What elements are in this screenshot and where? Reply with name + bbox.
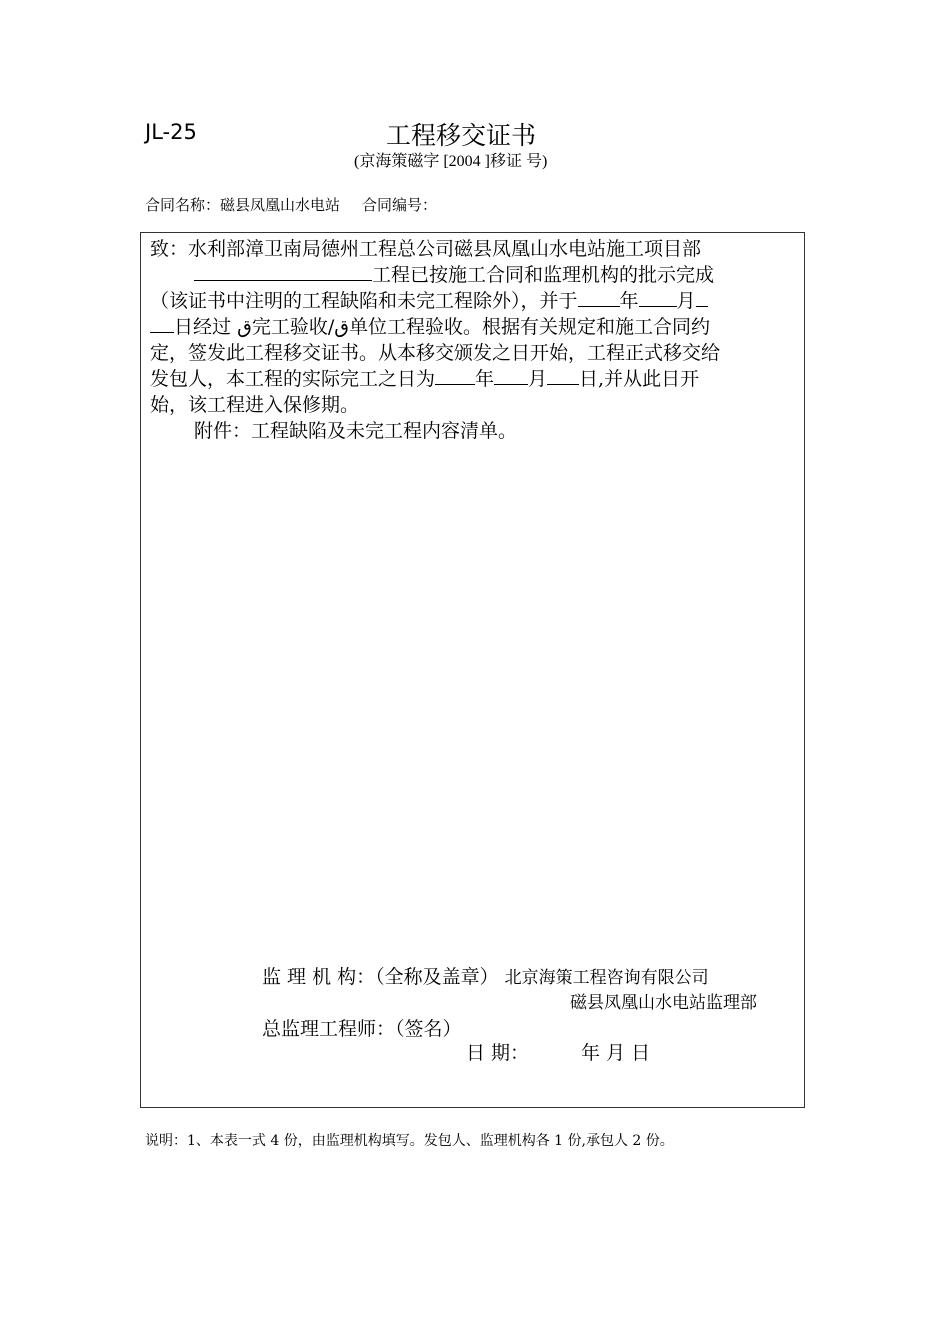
supervisor-org-name: 北京海策工程咨询有限公司 xyxy=(504,968,709,988)
month-blank-2[interactable] xyxy=(494,366,528,385)
year-blank-1[interactable] xyxy=(578,288,620,307)
day-blank-1a[interactable] xyxy=(696,288,708,307)
month-blank-1[interactable] xyxy=(639,288,677,307)
document-number: (京海策磁字 [2004 ]移证 号) xyxy=(354,153,548,170)
attachment-line: 附件：工程缺陷及未完工程内容清单。 xyxy=(194,420,518,442)
year-blank-2[interactable] xyxy=(435,366,475,385)
contract-info xyxy=(145,194,437,215)
certificate-body xyxy=(150,236,800,444)
supervisor-org-row xyxy=(262,962,709,989)
chief-engineer-signature: 总监理工程师：（签名） xyxy=(262,1018,462,1040)
contract-number-label: 合同编号： xyxy=(362,196,438,214)
day-blank-1b[interactable] xyxy=(150,314,174,333)
body-line-2: 工程已按施工合同和监理机构的批示完成 xyxy=(150,262,800,288)
checkbox-completion-icon[interactable]: ق xyxy=(237,316,252,338)
date-value: 年 月 日 xyxy=(581,1042,651,1064)
page-title: 工程移交证书 xyxy=(386,121,537,150)
body-line-3: （该证书中注明的工程缺陷和未完工程除外），并于 年 月 xyxy=(150,288,800,314)
body-line-6: 发包人，本工程的实际完工之日为 年 月 日,并从此日开 xyxy=(150,368,700,390)
body-line-recipient: 致：水利部漳卫南局德州工程总公司磁县凤凰山水电站施工项目部 xyxy=(150,238,702,260)
date-row xyxy=(466,1038,650,1065)
contract-name-value: 磁县凤凰山水电站 xyxy=(220,196,341,214)
day-blank-2[interactable] xyxy=(547,366,579,385)
form-code: JL-25 xyxy=(145,120,197,144)
date-label: 日 期： xyxy=(466,1042,530,1064)
body-line-4: 日经过 ق完工验收/ق单位工程验收。根据有关规定和施工合同约 xyxy=(150,314,800,340)
project-name-blank[interactable] xyxy=(194,262,372,281)
supervisor-org-dept: 磁县凤凰山水电站监理部 xyxy=(570,993,757,1013)
body-line-7: 始，该工程进入保修期。 xyxy=(150,394,360,416)
checkbox-unit-icon[interactable]: ق xyxy=(334,316,349,338)
body-line-5: 定，签发此工程移交证书。从本移交颁发之日开始，工程正式移交给 xyxy=(150,342,721,364)
contract-name-label: 合同名称： xyxy=(145,196,221,214)
supervisor-org-label: 监 理 机 构：（全称及盖章） xyxy=(262,966,499,988)
footnote: 说明：1、本表一式 4 份，由监理机构填写。发包人、监理机构各 1 份,承包人 2 份。 xyxy=(145,1133,674,1149)
